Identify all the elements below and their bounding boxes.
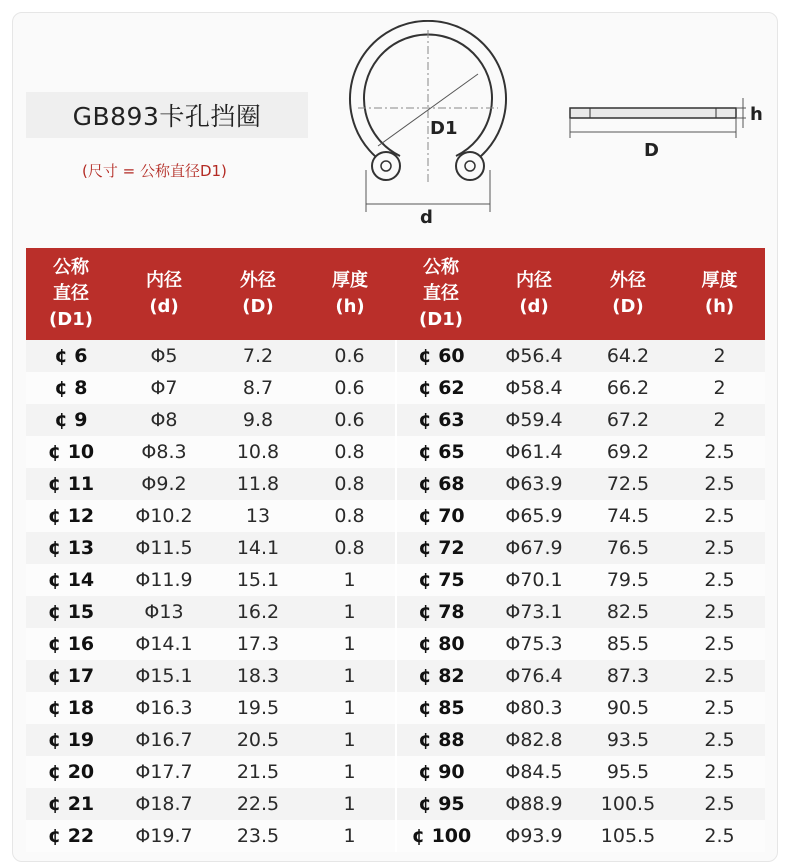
table-cell: 22.5 — [212, 788, 304, 820]
column-header: 公称 直径 (D1) — [26, 248, 116, 340]
table-cell: 1 — [304, 756, 396, 788]
nominal-diameter-cell: ¢ 19 — [26, 724, 116, 756]
plate-h-label: h — [750, 104, 763, 125]
table-row — [26, 340, 765, 372]
nominal-diameter-cell: ¢ 75 — [396, 564, 486, 596]
table-cell: Φ63.9 — [486, 468, 582, 500]
nominal-diameter-cell: ¢ 95 — [396, 788, 486, 820]
nominal-diameter-cell: ¢ 78 — [396, 596, 486, 628]
nominal-diameter-cell: ¢ 12 — [26, 500, 116, 532]
table-cell: Φ11.5 — [116, 532, 212, 564]
table-row — [26, 820, 765, 852]
left-lug-hole — [381, 161, 391, 171]
table-row — [26, 500, 765, 532]
table-cell: 74.5 — [582, 500, 674, 532]
table-cell: 16.2 — [212, 596, 304, 628]
table-cell: Φ61.4 — [486, 436, 582, 468]
table-cell: 2.5 — [674, 596, 765, 628]
table-cell: 1 — [304, 596, 396, 628]
table-cell: Φ93.9 — [486, 820, 582, 852]
table-cell: 9.8 — [212, 404, 304, 436]
table-cell: 87.3 — [582, 660, 674, 692]
table-cell: 76.5 — [582, 532, 674, 564]
table-cell: 93.5 — [582, 724, 674, 756]
table-cell: 1 — [304, 660, 396, 692]
table-row — [26, 692, 765, 724]
table-body — [26, 340, 765, 852]
table-row — [26, 756, 765, 788]
table-cell: Φ15.1 — [116, 660, 212, 692]
plate-body — [570, 108, 736, 118]
nominal-diameter-cell: ¢ 13 — [26, 532, 116, 564]
nominal-diameter-cell: ¢ 72 — [396, 532, 486, 564]
nominal-diameter-cell: ¢ 80 — [396, 628, 486, 660]
table-cell: Φ82.8 — [486, 724, 582, 756]
table-cell: 1 — [304, 692, 396, 724]
table-row — [26, 596, 765, 628]
table-cell: 14.1 — [212, 532, 304, 564]
table-cell: Φ65.9 — [486, 500, 582, 532]
table-cell: Φ13 — [116, 596, 212, 628]
table-row — [26, 468, 765, 500]
table-cell: 1 — [304, 820, 396, 852]
table-cell: 0.6 — [304, 372, 396, 404]
nominal-diameter-cell: ¢ 65 — [396, 436, 486, 468]
table-cell: 1 — [304, 788, 396, 820]
table-cell: 2.5 — [674, 532, 765, 564]
table-cell: Φ67.9 — [486, 532, 582, 564]
nominal-diameter-cell: ¢ 20 — [26, 756, 116, 788]
column-header: 内径 (d) — [116, 248, 212, 340]
table-cell: Φ58.4 — [486, 372, 582, 404]
table-cell: Φ16.7 — [116, 724, 212, 756]
nominal-diameter-cell: ¢ 82 — [396, 660, 486, 692]
plate-side-diagram — [560, 92, 780, 172]
table-cell: Φ84.5 — [486, 756, 582, 788]
table-cell: Φ5 — [116, 340, 212, 372]
table-cell: Φ70.1 — [486, 564, 582, 596]
table-cell: Φ11.9 — [116, 564, 212, 596]
retaining-ring-diagram — [338, 20, 518, 230]
table-cell: 0.8 — [304, 468, 396, 500]
table-cell: 2.5 — [674, 788, 765, 820]
table-cell: 17.3 — [212, 628, 304, 660]
nominal-diameter-cell: ¢ 15 — [26, 596, 116, 628]
table-cell: 13 — [212, 500, 304, 532]
table-cell: Φ7 — [116, 372, 212, 404]
table-cell: Φ10.2 — [116, 500, 212, 532]
table-cell: 0.8 — [304, 532, 396, 564]
table-cell: Φ16.3 — [116, 692, 212, 724]
column-header: 外径 (D) — [212, 248, 304, 340]
table-cell: Φ9.2 — [116, 468, 212, 500]
nominal-diameter-cell: ¢ 21 — [26, 788, 116, 820]
nominal-diameter-cell: ¢ 90 — [396, 756, 486, 788]
plate-d-label: D — [644, 140, 659, 161]
column-header: 公称 直径 (D1) — [396, 248, 486, 340]
table-cell: Φ80.3 — [486, 692, 582, 724]
table-cell: 66.2 — [582, 372, 674, 404]
table-cell: 2.5 — [674, 692, 765, 724]
table-cell: 0.8 — [304, 500, 396, 532]
table-cell: 95.5 — [582, 756, 674, 788]
table-cell: 15.1 — [212, 564, 304, 596]
table-cell: 1 — [304, 628, 396, 660]
nominal-diameter-cell: ¢ 17 — [26, 660, 116, 692]
table-cell: 2.5 — [674, 468, 765, 500]
nominal-diameter-cell: ¢ 60 — [396, 340, 486, 372]
table-row — [26, 788, 765, 820]
d-label: d — [420, 207, 433, 228]
column-header: 厚度 (h) — [674, 248, 765, 340]
table-cell: 2 — [674, 372, 765, 404]
table-cell: 10.8 — [212, 436, 304, 468]
column-header: 内径 (d) — [486, 248, 582, 340]
nominal-diameter-cell: ¢ 88 — [396, 724, 486, 756]
right-lug-hole — [465, 161, 475, 171]
table-cell: 67.2 — [582, 404, 674, 436]
table-cell: 2 — [674, 404, 765, 436]
table-row — [26, 724, 765, 756]
table-cell: Φ73.1 — [486, 596, 582, 628]
table-cell: Φ14.1 — [116, 628, 212, 660]
table-cell: 2.5 — [674, 756, 765, 788]
table-cell: Φ8 — [116, 404, 212, 436]
table-cell: 2.5 — [674, 500, 765, 532]
nominal-diameter-cell: ¢ 10 — [26, 436, 116, 468]
table-row — [26, 564, 765, 596]
nominal-diameter-cell: ¢ 70 — [396, 500, 486, 532]
table-cell: 100.5 — [582, 788, 674, 820]
table-cell: Φ19.7 — [116, 820, 212, 852]
nominal-diameter-cell: ¢ 8 — [26, 372, 116, 404]
nominal-diameter-cell: ¢ 22 — [26, 820, 116, 852]
table-cell: 23.5 — [212, 820, 304, 852]
table-cell: 2.5 — [674, 564, 765, 596]
table-row — [26, 436, 765, 468]
table-row — [26, 372, 765, 404]
nominal-diameter-cell: ¢ 68 — [396, 468, 486, 500]
nominal-diameter-cell: ¢ 14 — [26, 564, 116, 596]
table-row — [26, 404, 765, 436]
table-header-row — [26, 248, 765, 340]
table-cell: Φ18.7 — [116, 788, 212, 820]
nominal-diameter-cell: ¢ 100 — [396, 820, 486, 852]
table-cell: 20.5 — [212, 724, 304, 756]
table-cell: 8.7 — [212, 372, 304, 404]
table-cell: 11.8 — [212, 468, 304, 500]
table-cell: 69.2 — [582, 436, 674, 468]
table-cell: 0.6 — [304, 340, 396, 372]
table-cell: Φ76.4 — [486, 660, 582, 692]
table-cell: 21.5 — [212, 756, 304, 788]
table-cell: Φ17.7 — [116, 756, 212, 788]
nominal-diameter-cell: ¢ 9 — [26, 404, 116, 436]
table-cell: 2.5 — [674, 660, 765, 692]
nominal-diameter-cell: ¢ 16 — [26, 628, 116, 660]
table-row — [26, 532, 765, 564]
nominal-diameter-cell: ¢ 6 — [26, 340, 116, 372]
spec-table — [26, 248, 765, 852]
table-cell: Φ8.3 — [116, 436, 212, 468]
table-cell: 2.5 — [674, 628, 765, 660]
table-cell: 82.5 — [582, 596, 674, 628]
table-cell: Φ75.3 — [486, 628, 582, 660]
product-title: GB893卡孔挡圈 — [26, 92, 308, 138]
nominal-diameter-cell: ¢ 85 — [396, 692, 486, 724]
table-cell: 0.6 — [304, 404, 396, 436]
table-cell: 90.5 — [582, 692, 674, 724]
table-cell: 1 — [304, 564, 396, 596]
table-cell: 105.5 — [582, 820, 674, 852]
d1-label: D1 — [430, 118, 458, 139]
table-cell: 1 — [304, 724, 396, 756]
table-cell: 72.5 — [582, 468, 674, 500]
table-cell: 19.5 — [212, 692, 304, 724]
table-cell: 2.5 — [674, 724, 765, 756]
table-row — [26, 660, 765, 692]
table-cell: 85.5 — [582, 628, 674, 660]
nominal-diameter-cell: ¢ 18 — [26, 692, 116, 724]
table-cell: Φ59.4 — [486, 404, 582, 436]
table-cell: 0.8 — [304, 436, 396, 468]
table-cell: Φ56.4 — [486, 340, 582, 372]
table-row — [26, 628, 765, 660]
column-header: 厚度 (h) — [304, 248, 396, 340]
table-cell: 18.3 — [212, 660, 304, 692]
table-cell: 2.5 — [674, 436, 765, 468]
column-header: 外径 (D) — [582, 248, 674, 340]
size-note: (尺寸 = 公称直径D1) — [82, 162, 227, 180]
table-cell: 7.2 — [212, 340, 304, 372]
table-cell: 2 — [674, 340, 765, 372]
table-cell: 79.5 — [582, 564, 674, 596]
nominal-diameter-cell: ¢ 11 — [26, 468, 116, 500]
nominal-diameter-cell: ¢ 63 — [396, 404, 486, 436]
table-cell: 64.2 — [582, 340, 674, 372]
table-cell: Φ88.9 — [486, 788, 582, 820]
table-cell: 2.5 — [674, 820, 765, 852]
nominal-diameter-cell: ¢ 62 — [396, 372, 486, 404]
